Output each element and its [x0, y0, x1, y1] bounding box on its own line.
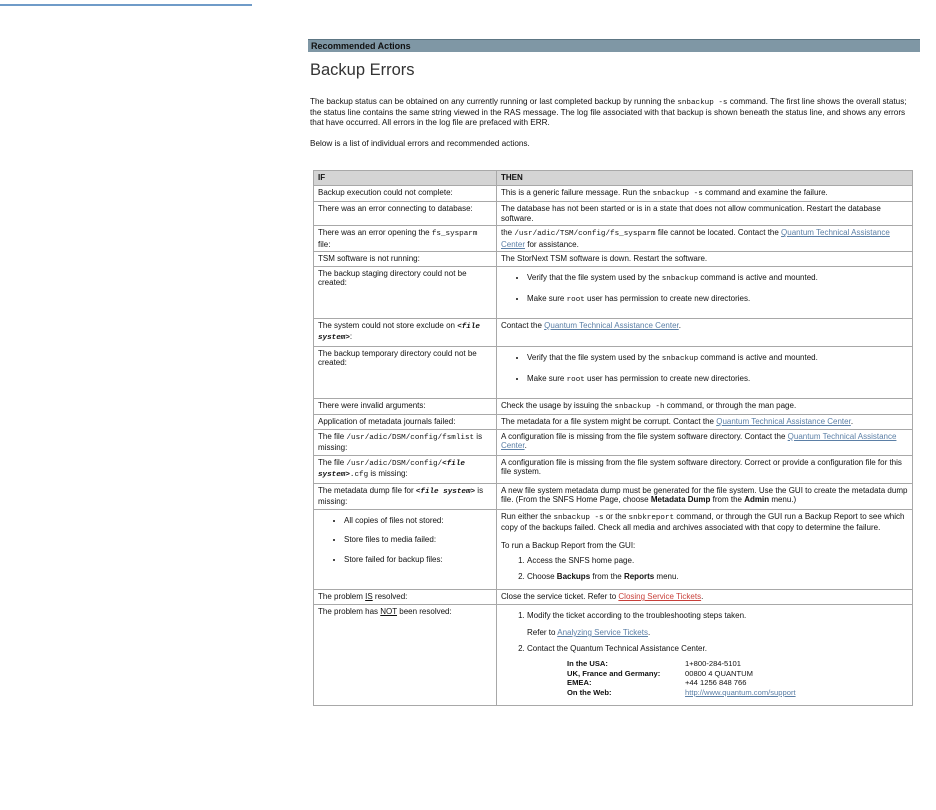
table-row	[314, 590, 913, 605]
then-cell	[497, 509, 913, 590]
emphasis: NOT	[380, 606, 398, 616]
numbered-list	[501, 556, 908, 581]
if-text: The problem	[318, 592, 366, 601]
header-rule	[0, 4, 252, 6]
list-item	[527, 294, 908, 306]
support-link[interactable]: Quantum Technical Assistance Center	[716, 417, 851, 426]
errors-table	[313, 170, 913, 706]
item-text: Verify that the file system used by the	[527, 272, 662, 282]
if-cell	[314, 455, 497, 483]
table-row	[314, 226, 913, 252]
contact-row	[567, 669, 908, 679]
if-text: The file	[318, 431, 347, 441]
table-row	[314, 455, 913, 483]
file-system-placeholder: <file system>	[415, 487, 476, 496]
menu-name: Reports	[623, 571, 655, 581]
then-cell	[497, 266, 913, 318]
table-row	[314, 415, 913, 430]
if-cell: The backup staging directory could not be created:	[314, 266, 497, 318]
if-text: been resolved:	[397, 606, 452, 616]
then-cell	[497, 429, 913, 455]
then-cell	[497, 398, 913, 415]
file-system-placeholder: <file system>	[318, 459, 465, 479]
menu-name: Admin	[744, 495, 770, 504]
menu-item-name: Metadata Dump	[650, 495, 711, 504]
contact-label: In the USA:	[567, 659, 608, 668]
item-text: from the	[590, 571, 624, 581]
bullet-list	[318, 516, 492, 565]
numbered-list	[501, 611, 908, 698]
if-cell	[314, 429, 497, 455]
command: snbackup -h	[614, 402, 665, 411]
then-text: from the	[710, 495, 745, 504]
analyzing-tickets-link[interactable]: Analyzing Service Tickets	[557, 628, 648, 637]
table-row	[314, 202, 913, 226]
then-paragraph: To run a Backup Report from the GUI:	[501, 540, 636, 550]
item-text: .	[647, 628, 651, 637]
closing-tickets-link[interactable]: Closing Service Tickets	[618, 592, 702, 601]
then-text: Close the service ticket. Refer to	[501, 592, 619, 601]
then-text: A configuration file is missing from the file system software directory. Contact the	[501, 431, 788, 441]
if-cell	[314, 604, 497, 706]
command: root	[566, 376, 585, 384]
item-text: command is active and mounted.	[698, 272, 818, 282]
item-text: user has permission to create new directories.	[584, 374, 751, 383]
if-cell	[314, 226, 497, 252]
file-name: fs_sysparm	[431, 230, 478, 238]
item-text: Contact the Quantum Technical Assistance Center.	[527, 643, 707, 653]
command: snbackup -s	[652, 189, 703, 198]
command: snbackup	[661, 354, 699, 363]
if-cell	[314, 318, 497, 346]
if-cell: There were invalid arguments:	[314, 398, 497, 415]
item-text: Refer to	[527, 628, 558, 637]
then-cell	[497, 226, 913, 252]
list-intro: Below is a list of individual errors and recommended actions.	[310, 139, 530, 148]
if-cell: Application of metadata journals failed:	[314, 415, 497, 430]
contact-value: 00800 4 QUANTUM	[685, 668, 753, 678]
if-cell	[314, 509, 497, 590]
refer-line	[527, 628, 908, 638]
table-header-row	[314, 171, 913, 186]
if-text: is missing:	[368, 469, 408, 478]
contact-list	[567, 659, 908, 697]
command: snbkreport	[628, 513, 675, 522]
command: snbackup -s	[553, 513, 604, 522]
col-header-then: THEN	[497, 171, 913, 186]
then-cell	[497, 318, 913, 346]
if-text: There was an error opening the	[318, 228, 432, 237]
then-cell	[497, 590, 913, 605]
document-body	[308, 39, 920, 149]
if-text: The system could not store exclude on	[318, 320, 458, 330]
contact-label: EMEA:	[567, 678, 592, 687]
file-path: /usr/adic/DSM/config/fsmlist	[346, 433, 475, 442]
contact-row	[567, 659, 908, 669]
then-text: .	[678, 320, 681, 330]
table-row	[314, 346, 913, 398]
list-item: • Store failed for backup files:	[344, 555, 492, 565]
then-text: file cannot be located. Contact the	[655, 228, 782, 237]
bullet-list	[501, 273, 908, 306]
file-path: /usr/adic/TSM/config/fs_sysparm	[514, 230, 656, 238]
support-link[interactable]: Quantum Technical Assistance Center	[544, 320, 679, 330]
item-text: Modify the ticket according to the troubleshooting steps taken.	[527, 610, 747, 620]
if-cell	[314, 483, 497, 509]
then-cell	[497, 604, 913, 706]
if-text: :	[349, 332, 353, 341]
contact-value: +44 1256 848 766	[685, 678, 747, 687]
if-text: The file	[318, 457, 347, 467]
then-text: Check the usage by issuing the	[501, 400, 615, 410]
menu-item-name: Backups	[556, 571, 591, 581]
list-item	[527, 644, 908, 698]
then-paragraph	[501, 512, 908, 533]
support-link[interactable]: Quantum Technical Assistance Center	[501, 228, 890, 249]
if-cell: The backup temporary directory could not be created:	[314, 346, 497, 398]
contact-label: UK, France and Germany:	[567, 668, 661, 678]
if-text: resolved:	[372, 592, 408, 601]
then-cell	[497, 185, 913, 202]
intro-text-cont: command. The first line shows the overall status; the status line contains the same string viewed in the RAS message. The log file associated with that backup is shown beneath the status line, and shows any errors that have occurred. All errors in the log file are prefaced with ERR.	[310, 97, 907, 127]
list-item	[527, 572, 908, 582]
list-item	[527, 353, 908, 365]
item-text: Make sure	[527, 374, 567, 383]
contact-value: 1+800-284-5101	[685, 659, 741, 668]
if-text: is missing:	[318, 431, 483, 452]
if-cell: TSM software is not running:	[314, 252, 497, 267]
then-text: .	[524, 441, 527, 450]
col-header-if: IF	[314, 171, 497, 186]
list-item	[527, 611, 908, 638]
item-text: user has permission to create new directories.	[584, 294, 751, 303]
item-text: command is active and mounted.	[698, 352, 818, 362]
intro-command: snbackup -s	[677, 99, 728, 107]
table-row	[314, 429, 913, 455]
then-cell: The database has not been started or is in a state that does not allow communication. Restart the database software.	[497, 202, 913, 226]
if-cell	[314, 590, 497, 605]
then-text: A new file system metadata dump must be generated for the file system. Use the GUI to create the metadata dump file. (From the SNFS Home Page, choose	[501, 485, 908, 504]
item-text: Verify that the file system used by the	[527, 352, 662, 362]
contact-row	[567, 688, 908, 698]
command: snbackup	[661, 274, 699, 283]
file-extension: .cfg	[349, 471, 369, 479]
table-row	[314, 483, 913, 509]
then-cell	[497, 483, 913, 509]
table-row	[314, 185, 913, 202]
table-row	[314, 604, 913, 706]
table-row	[314, 509, 913, 590]
then-cell: The StorNext TSM software is down. Restart the software.	[497, 252, 913, 267]
item-text: Make sure	[527, 294, 567, 303]
if-cell: There was an error connecting to database:	[314, 202, 497, 226]
item-text: Choose	[527, 571, 557, 581]
page-title: Backup Errors	[310, 61, 415, 79]
list-item: 1. Access the SNFS home page.	[527, 556, 908, 566]
then-text: .	[701, 592, 704, 601]
then-cell	[497, 415, 913, 430]
if-text: is missing:	[318, 485, 484, 506]
list-item: • Store files to media failed:	[344, 535, 492, 545]
then-cell: A configuration file is missing from the file system software directory. Correct or provide a configuration file for this file system.	[497, 455, 913, 483]
list-item: • All copies of files not stored:	[344, 516, 492, 526]
table-row	[314, 398, 913, 415]
contact-label: On the Web:	[567, 687, 612, 697]
command: root	[566, 296, 585, 304]
then-text: This is a generic failure message. Run the	[501, 187, 653, 197]
then-text: command, or through the GUI run a Backup Report to see which copy of the backups failed. Check all media and archives associated with that copy to determine the failure.	[501, 511, 905, 532]
then-text: command, or through the man page.	[664, 400, 797, 410]
then-text: Contact the	[501, 320, 545, 330]
table-row	[314, 318, 913, 346]
then-text: or the	[603, 511, 629, 521]
table-row	[314, 252, 913, 267]
then-cell	[497, 346, 913, 398]
list-item	[527, 273, 908, 285]
then-text: Run either the	[501, 511, 554, 521]
contact-row	[567, 678, 908, 688]
if-cell: Backup execution could not complete:	[314, 185, 497, 202]
then-text: menu.)	[769, 495, 797, 504]
intro-text: The backup status can be obtained on any currently running or last completed backup by running the	[310, 97, 678, 106]
item-text: menu.	[654, 571, 679, 581]
if-text: The metadata dump file for	[318, 485, 416, 495]
then-text: command and examine the failure.	[702, 187, 828, 197]
file-system-placeholder: <file system>	[318, 322, 480, 342]
support-web-link[interactable]: http://www.quantum.com/support	[685, 687, 796, 697]
if-text: file:	[318, 239, 331, 249]
support-link[interactable]: Quantum Technical Assistance Center	[501, 431, 897, 450]
then-text: for assistance.	[525, 239, 579, 249]
emphasis: IS	[365, 592, 373, 601]
bullet-list	[501, 353, 908, 386]
if-text: The problem has	[318, 606, 381, 616]
section-bar	[308, 39, 920, 52]
then-text: the	[501, 228, 515, 237]
table-row	[314, 266, 913, 318]
then-text: .	[850, 417, 854, 426]
section-label: Recommended Actions	[311, 41, 411, 51]
then-text: The metadata for a file system might be corrupt. Contact the	[501, 417, 717, 426]
file-path: /usr/adic/DSM/config/	[346, 459, 443, 468]
list-item	[527, 374, 908, 386]
intro-paragraph	[310, 97, 916, 128]
